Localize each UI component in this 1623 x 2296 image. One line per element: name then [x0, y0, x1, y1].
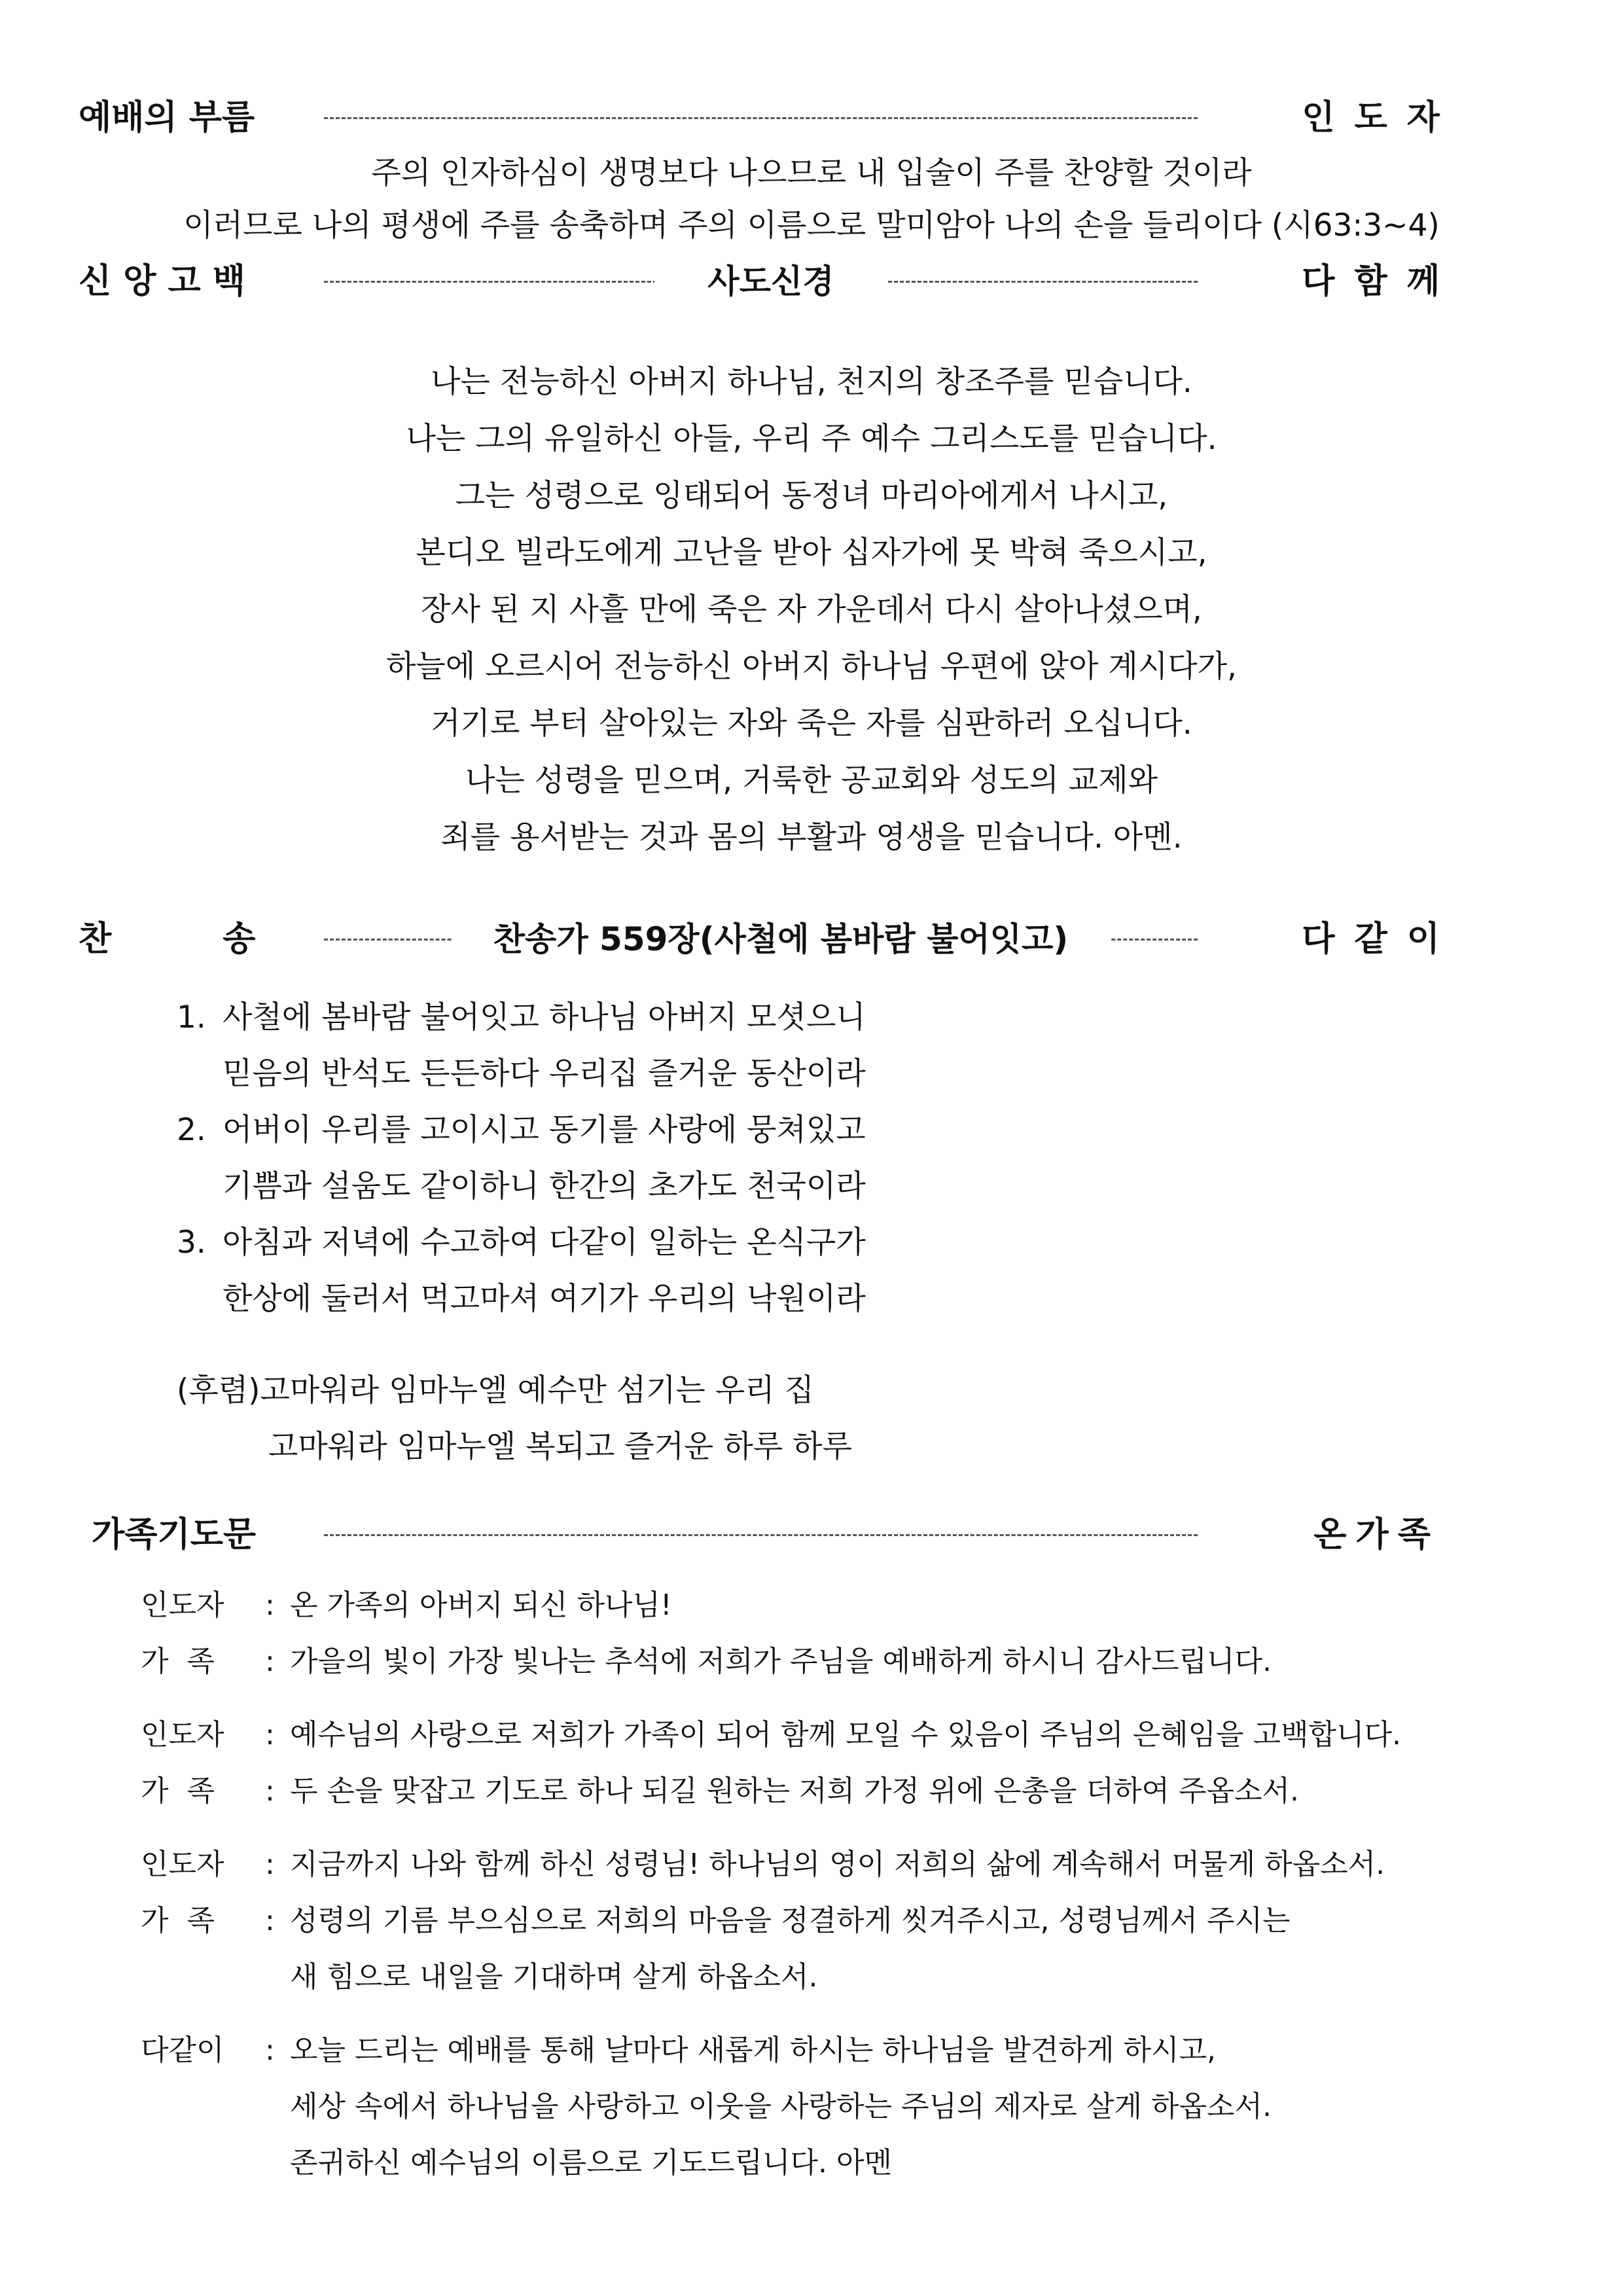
prayer-line: 인도자 : 온 가족의 아버지 되신 하나님!	[141, 1577, 1401, 1634]
hymn-line	[177, 990, 866, 1046]
prayer-line: 가 족 : 성령의 기름 부으심으로 저희의 마음을 정결하게 씻겨주시고, 성령님께서 주시는	[141, 1893, 1401, 1949]
speaker-label: 가 족	[141, 1645, 215, 1678]
hymn-line	[177, 1102, 866, 1158]
call-to-worship-header	[0, 88, 1623, 147]
hymn-line	[177, 1158, 866, 1215]
family-prayer-leader: 온가족	[1313, 1515, 1440, 1554]
hymn-header	[0, 910, 1623, 969]
chorus-line: (후렴)고마워라 임마누엘 예수만 섬기는 우리 집	[177, 1372, 815, 1408]
prayer-text: 가을의 빛이 가장 빛나는 추석에 저희가 주님을 예배하게 하시니 감사드립니다.	[290, 1645, 1272, 1678]
call-to-worship-title: 예배의 부름	[79, 98, 255, 137]
verse-text: 어버이 우리를 고이시고 동기를 사랑에 뭉쳐있고	[223, 1112, 866, 1148]
hymn-chorus	[177, 1363, 852, 1475]
creed-subtitle: 사도신경	[654, 252, 887, 311]
speaker-label: 인도자	[141, 1718, 224, 1751]
hymn-title: 찬송	[79, 920, 367, 959]
prayer-line	[141, 2079, 1401, 2135]
prayer-text: 존귀하신 예수님의 이름으로 기도드립니다. 아멘	[290, 2146, 893, 2179]
verse-text: 사철에 봄바람 불어잇고 하나님 아버지 모셧으니	[223, 999, 866, 1035]
prayer-text: 지금까지 나와 함께 하신 성령님! 하나님의 영이 저희의 삶에 계속해서 머물게 하옵소서.	[290, 1848, 1385, 1881]
verse-text: 한상에 둘러서 먹고마셔 여기가 우리의 낙원이라	[223, 1281, 866, 1317]
prayer-line	[141, 1949, 1401, 2005]
speaker-label: 가 족	[141, 1774, 215, 1808]
divider-dashes	[324, 117, 1198, 119]
hymn-verses	[177, 990, 866, 1327]
verse-text: 믿음의 반석도 든든하다 우리집 즐거운 동산이라	[223, 1056, 866, 1092]
family-prayer-header	[0, 1505, 1623, 1564]
prayer-text: 두 손을 맞잡고 기도로 하나 되길 원하는 저희 가정 위에 은총을 더하여 주옵소서.	[290, 1774, 1299, 1808]
chorus-line: 고마워라 임마누엘 복되고 즐거운 하루 하루	[268, 1429, 852, 1465]
hymn-subtitle: 찬송가 559장(사철에 봄바람 불어잇고)	[452, 910, 1110, 969]
prayer-line: 다같이 : 오늘 드리는 예배를 통해 날마다 새롭게 하시는 하나님을 발견하게 하시고,	[141, 2022, 1401, 2079]
verse-number: 3.	[177, 1225, 206, 1261]
call-to-worship-text	[0, 147, 1623, 252]
speaker-label: 다같이	[141, 2034, 224, 2067]
creed-line: 나는 성령을 믿으며, 거룩한 공교회와 성도의 교제와	[465, 762, 1158, 798]
creed-title: 신앙고백	[79, 262, 257, 301]
prayer-line: 가 족 : 가을의 빛이 가장 빛나는 추석에 저희가 주님을 예배하게 하시니 감사드립니다.	[141, 1634, 1401, 1690]
scripture-line: 이러므로 나의 평생에 주를 송축하며 주의 이름으로 말미암아 나의 손을 들리이다 (시63:3~4)	[183, 207, 1440, 243]
scripture-line: 주의 인자하심이 생명보다 나으므로 내 입술이 주를 찬양할 것이라	[371, 155, 1252, 191]
prayer-text: 성령의 기름 부으심으로 저희의 마음을 정결하게 씻겨주시고, 성령님께서 주시는	[290, 1904, 1291, 1937]
hymn-line	[177, 1215, 866, 1271]
verse-number: 1.	[177, 999, 206, 1035]
creed-leader: 다함께	[1302, 262, 1459, 301]
hymn-line	[177, 1271, 866, 1327]
verse-text: 기쁨과 설움도 같이하니 한간의 초가도 천국이라	[223, 1168, 866, 1204]
speaker-label: 인도자	[141, 1848, 224, 1881]
creed-line: 죄를 용서받는 것과 몸의 부활과 영생을 믿습니다. 아멘.	[440, 819, 1183, 855]
prayer-text: 온 가족의 아버지 되신 하나님!	[290, 1588, 672, 1622]
creed-line: 나는 전능하신 아버지 하나님, 천지의 창조주를 믿습니다.	[431, 364, 1192, 400]
divider-dashes	[324, 1534, 1198, 1536]
prayer-text: 새 힘으로 내일을 기대하며 살게 하옵소서.	[290, 1960, 818, 1994]
creed-line: 거기로 부터 살아있는 자와 죽은 자를 심판하러 오십니다.	[431, 706, 1192, 742]
creed-line: 그는 성령으로 잉태되어 동정녀 마리아에게서 나시고,	[455, 478, 1168, 514]
speaker-label: 인도자	[141, 1588, 224, 1622]
call-to-worship-leader: 인도자	[1302, 98, 1459, 137]
hymn-line	[177, 1046, 866, 1102]
prayer-line	[141, 2135, 1401, 2191]
apostles-creed-text	[0, 353, 1623, 866]
family-prayer-title: 가족기도문	[92, 1515, 257, 1554]
speaker-label: 가 족	[141, 1904, 215, 1937]
family-prayer-body	[141, 1577, 1401, 2191]
creed-line: 나는 그의 유일하신 아들, 우리 주 예수 그리스도를 믿습니다.	[406, 421, 1217, 457]
prayer-text: 예수님의 사랑으로 저희가 가족이 되어 함께 모일 수 있음이 주님의 은혜임을 고백합니다.	[290, 1718, 1401, 1751]
prayer-text: 오늘 드리는 예배를 통해 날마다 새롭게 하시는 하나님을 발견하게 하시고,	[290, 2034, 1216, 2067]
prayer-text: 세상 속에서 하나님을 사랑하고 이웃을 사랑하는 주님의 제자로 살게 하옵소서.	[290, 2090, 1272, 2123]
verse-number: 2.	[177, 1112, 206, 1148]
prayer-line: 인도자 : 지금까지 나와 함께 하신 성령님! 하나님의 영이 저희의 삶에 계속해서 머물게 하옵소서.	[141, 1837, 1401, 1893]
verse-text: 아침과 저녁에 수고하여 다같이 일하는 온식구가	[223, 1225, 866, 1261]
creed-line: 본디오 빌라도에게 고난을 받아 십자가에 못 박혀 죽으시고,	[416, 535, 1207, 571]
prayer-line: 인도자 : 예수님의 사랑으로 저희가 가족이 되어 함께 모일 수 있음이 주님의 은혜임을 고백합니다.	[141, 1707, 1401, 1763]
creed-line: 장사 된 지 사흘 만에 죽은 자 가운데서 다시 살아나셨으며,	[421, 592, 1202, 628]
prayer-line: 가 족 : 두 손을 맞잡고 기도로 하나 되길 원하는 저희 가정 위에 은총을 더하여 주옵소서.	[141, 1763, 1401, 1820]
creed-header	[0, 252, 1623, 311]
hymn-leader: 다같이	[1302, 920, 1459, 959]
creed-line: 하늘에 오르시어 전능하신 아버지 하나님 우편에 앉아 계시다가,	[386, 649, 1237, 685]
